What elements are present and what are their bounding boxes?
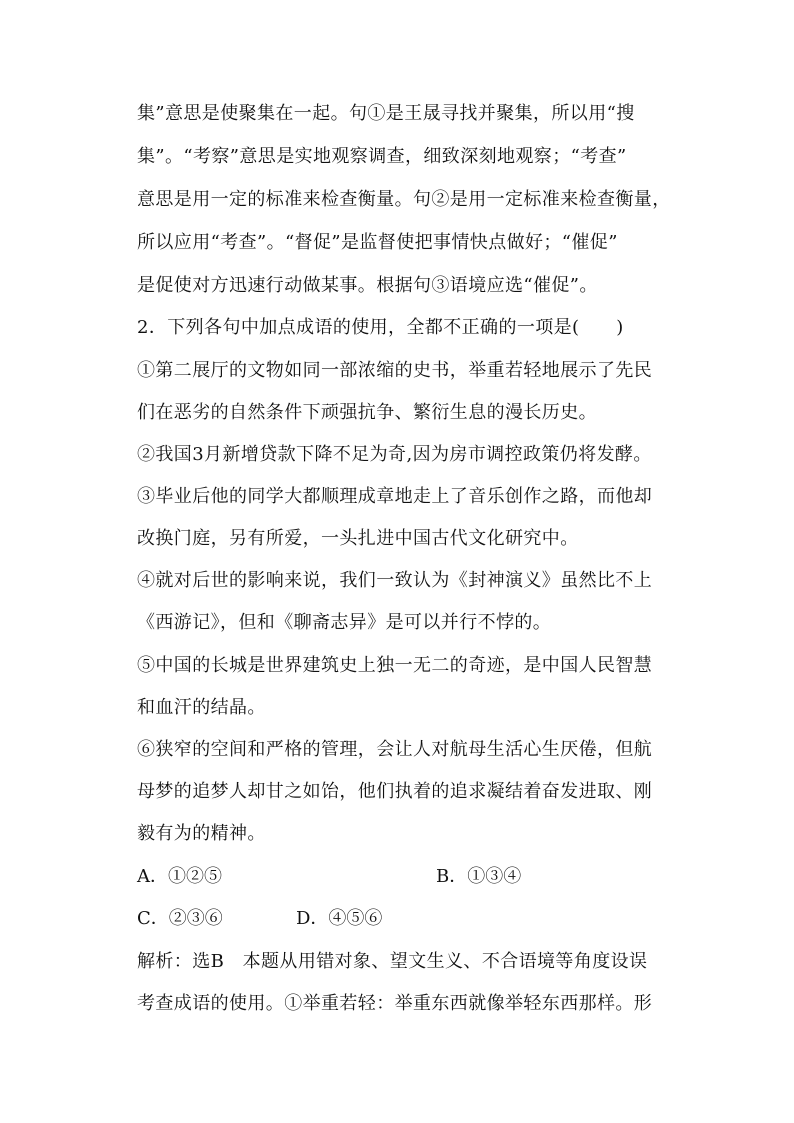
question-item-line: 《西游记》，但和《聊斋志异》是可以并行不悖的。 xyxy=(137,612,552,633)
question-item-line: ④就对后世的影响来说，我们一致认为《封神演义》虽然比不上 xyxy=(137,570,653,591)
analysis-line: 考查成语的使用。①举重若轻：举重东西就像举轻东西那样。形 xyxy=(137,993,653,1014)
question-item-line: ⑥狭窄的空间和严格的管理，会让人对航母生活心生厌倦，但航 xyxy=(137,739,653,760)
question-item-line: ③毕业后他的同学大都顺理成章地走上了音乐创作之路，而他却 xyxy=(137,486,653,507)
explanation-line: 所以应用“考查”。“督促”是监督使把事情快点做好；“催促” xyxy=(137,232,618,253)
explanation-line: 意思是用一定的标准来检查衡量。句②是用一定标准来检查衡量， xyxy=(137,189,671,210)
question-item-line: 和血汗的结晶。 xyxy=(137,697,266,718)
question-item-line: 们在恶劣的自然条件下顽强抗争、繁衍生息的漫长历史。 xyxy=(137,402,597,423)
explanation-line: 集”。“考察”意思是实地观察调查，细致深刻地观察；“考查” xyxy=(137,146,627,167)
explanation-line: 集”意思是使聚集在一起。句①是王晟寻找并聚集，所以用“搜 xyxy=(137,103,635,124)
question-item-line: ①第二展厅的文物如同一部浓缩的史书，举重若轻地展示了先民 xyxy=(137,360,653,381)
question-stem: 2．下列各句中加点成语的使用，全都不正确的一项是( ) xyxy=(137,317,624,338)
question-item-line: 改换门庭，另有所爱，一头扎进中国古代文化研究中。 xyxy=(137,528,579,549)
analysis-line: 解析：选B 本题从用错对象、望文生义、不合语境等角度设误 xyxy=(137,951,648,972)
explanation-line: 是促使对方迅速行动做某事。根据句③语境应选“催促”。 xyxy=(137,275,598,296)
question-item-line: ⑤中国的长城是世界建筑史上独一无二的奇迹，是中国人民智慧 xyxy=(137,655,653,676)
option-a: A．①②⑤ xyxy=(137,866,222,887)
question-item-line: 母梦的追梦人却甘之如饴，他们执着的追求凝结着奋发进取、刚 xyxy=(137,781,653,802)
option-c: C．②③⑥ xyxy=(137,908,223,929)
question-item-line: 毅有为的精神。 xyxy=(137,823,266,844)
option-d: D．④⑤⑥ xyxy=(296,908,383,929)
option-b: B．①③④ xyxy=(436,866,522,887)
question-item-line: ②我国3月新增贷款下降不足为奇,因为房市调控政策仍将发酵。 xyxy=(137,444,652,465)
